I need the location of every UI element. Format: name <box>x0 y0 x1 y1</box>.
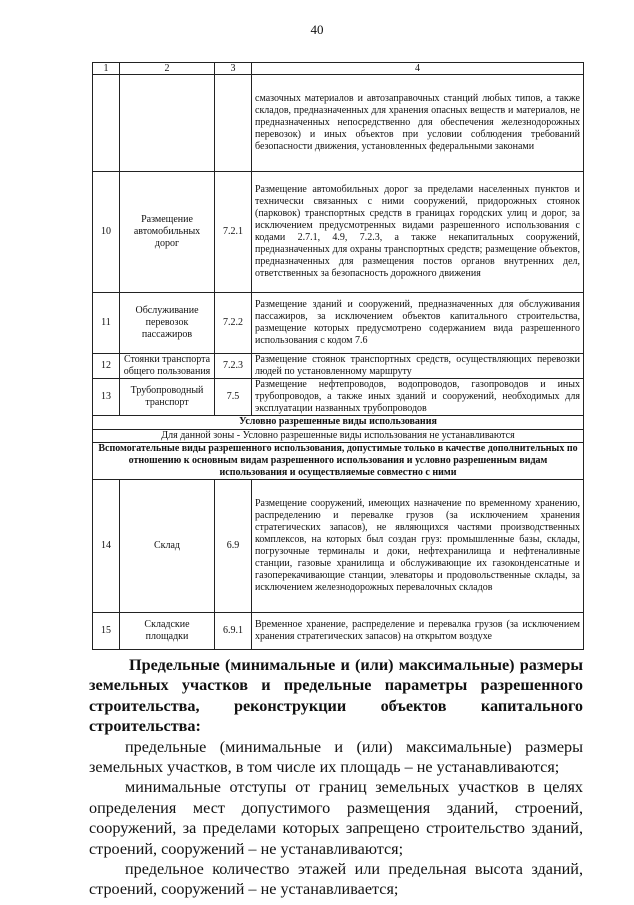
row-use-code <box>215 75 252 172</box>
regulations-text <box>89 655 583 900</box>
row-use-name: Склад <box>120 479 215 612</box>
row-use-name: Трубопроводный транспорт <box>120 379 215 416</box>
row-use-name: Обслуживание перевозок пассажиров <box>120 293 215 354</box>
parameters-heading: Предельные (минимальные и (или) максимальные) размеры земельных участков и предельные параметры разрешенного строительства, реконструкции объектов капитального строительства: <box>89 656 583 736</box>
table-row <box>93 75 584 172</box>
row-number: 15 <box>93 612 120 649</box>
row-use-name <box>120 75 215 172</box>
row-number: 14 <box>93 479 120 612</box>
table-row <box>93 479 584 612</box>
table-header-row <box>93 63 584 75</box>
row-number: 11 <box>93 293 120 354</box>
row-use-code: 7.2.1 <box>215 172 252 293</box>
row-number: 13 <box>93 379 120 416</box>
table-row <box>93 293 584 354</box>
row-use-name: Стоянки транспорта общего пользования <box>120 354 215 379</box>
row-use-name: Размещение автомобильных дорог <box>120 172 215 293</box>
section-title-conditional: Условно разрешенные виды использования <box>93 416 584 429</box>
paragraph-floors: предельное количество этажей или предельная высота зданий, строений, сооружений – не устанавливается; <box>89 860 583 899</box>
section-row <box>93 416 584 429</box>
land-use-table <box>92 62 584 650</box>
row-use-description: Размещение нефтепроводов, водопроводов, газопроводов и иных трубопроводов, а также иных зданий и сооружений, необходимых для эксплуатации названных трубопроводов <box>252 379 584 416</box>
row-use-code: 7.5 <box>215 379 252 416</box>
row-number <box>93 75 120 172</box>
section-row <box>93 442 584 479</box>
table-header-cell: 1 <box>93 63 120 75</box>
table-row <box>93 612 584 649</box>
row-use-name: Складские площадки <box>120 612 215 649</box>
row-use-code: 7.2.3 <box>215 354 252 379</box>
row-number: 12 <box>93 354 120 379</box>
row-use-description: Размещение стоянок транспортных средств, осуществляющих перевозки людей по установленному маршруту <box>252 354 584 379</box>
row-use-code: 6.9.1 <box>215 612 252 649</box>
conditional-uses-note: Для данной зоны - Условно разрешенные виды использования не устанавливаются <box>93 429 584 442</box>
page-number: 40 <box>310 22 324 37</box>
row-use-description: Размещение зданий и сооружений, предназначенных для обслуживания пассажиров, за исключением объектов капитального строительства, размещение которых предусмотрено содержанием вида разрешенного использования с кодом 7.6 <box>252 293 584 354</box>
table-header-cell: 2 <box>120 63 215 75</box>
table-row <box>93 172 584 293</box>
row-use-code: 7.2.2 <box>215 293 252 354</box>
row-use-description: смазочных материалов и автозаправочных станций любых типов, а также складов, предназначенных для хранения опасных веществ и материалов, не предназначенных непосредственно для обеспечения железнодорожных перевозок) и иных объектов при условии соблюдения требований безопасности движения, установленных федеральными законами <box>252 75 584 172</box>
row-number: 10 <box>93 172 120 293</box>
row-use-code: 6.9 <box>215 479 252 612</box>
section-title-auxiliary: Вспомогательные виды разрешенного использования, допустимые только в качестве дополнительных по отношению к основным видам разрешенного использования и условно разрешенным видам использования и осуществляемые совместно с ними <box>93 442 584 479</box>
table-row <box>93 354 584 379</box>
table-header-cell: 3 <box>215 63 252 75</box>
row-use-description: Временное хранение, распределение и перевалка грузов (за исключением хранения стратегических запасов) на открытом воздухе <box>252 612 584 649</box>
paragraph-setbacks: минимальные отступы от границ земельных участков в целях определения мест допустимого размещения зданий, строений, сооружений, за пределами которых запрещено строительство зданий, строений, сооружений – не устанавливаются; <box>89 778 583 858</box>
paragraph-plot-size: предельные (минимальные и (или) максимальные) размеры земельных участков, в том числе их площадь – не устанавливаются; <box>89 737 583 777</box>
row-use-description: Размещение автомобильных дорог за пределами населенных пунктов и технически связанных с ними сооружений, придорожных стоянок (парковок) транспортных средств в границах городских улиц и дорог, за исключением предусмотренных видами разрешенного использования с кодами 2.7.1, 4.9, 7.2.3, а также некапитальных сооружений, предназначенных для охраны транспортных средств; размещение объектов, предназначенных для размещения постов органов внутренних дел, ответственных за безопасность дорожного движения <box>252 172 584 293</box>
row-use-description: Размещение сооружений, имеющих назначение по временному хранению, распределению и перевалке грузов (за исключением хранения стратегических запасов), не являющихся частями производственных комплексов, на которых был создан груз: промышленные базы, склады, погрузочные терминалы и доки, нефтехранилища и нефтеналивные станции, газовые хранилища и обслуживающие их газоконденсатные и газоперекачивающие станции, элеваторы и продовольственные склады, за исключением железнодорожных перевалочных складов <box>252 479 584 612</box>
table-header-cell: 4 <box>252 63 584 75</box>
table-row <box>93 379 584 416</box>
note-row <box>93 429 584 442</box>
